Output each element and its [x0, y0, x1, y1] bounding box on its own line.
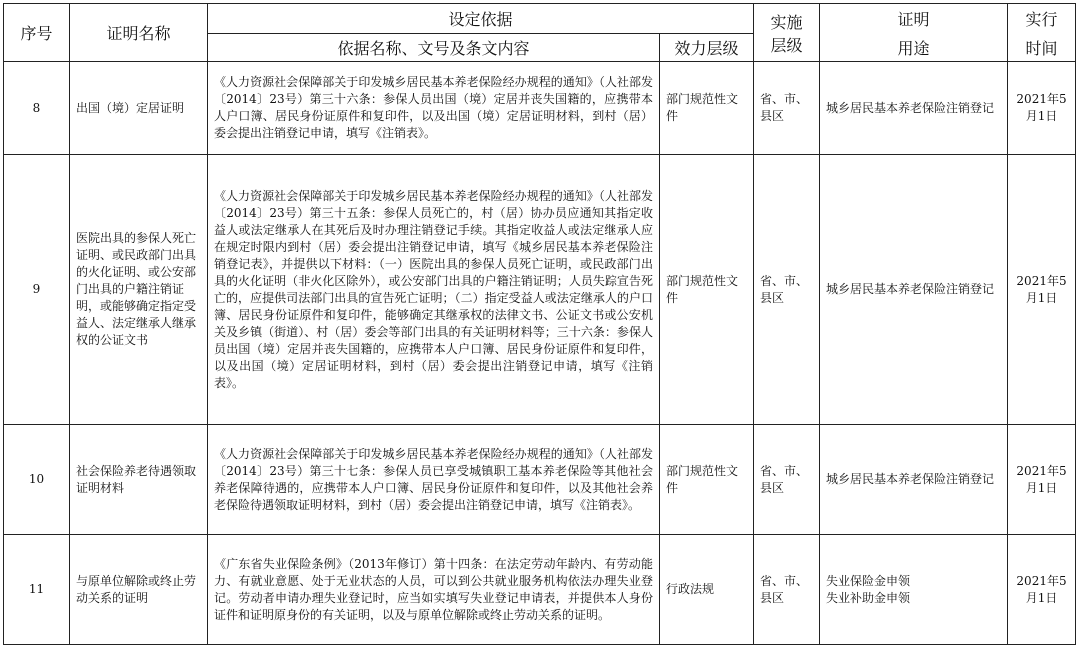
row-usage-item: 城乡居民基本养老保险注销登记: [826, 472, 995, 486]
table-row: [4, 535, 1076, 645]
row-basis: 《广东省失业保险条例》（2013年修订）第十四条：在法定劳动年龄内、有劳动能力、有就业意愿、处于无业状态的人员，可以到公共就业服务机构依法办理失业登记。劳动者申请办理失业登记时，应当如实填写失业登记申请表，并提供本人身份证件和证明原身份的有关证明，以及与原单位解除或终止劳动关系的证明。: [208, 535, 660, 645]
row-basis: 《人力资源社会保障部关于印发城乡居民基本养老保险经办规程的通知》（人社部发〔2014〕23号）第三十五条：参保人员死亡的，村（居）协办员应通知其指定收益人或法定继承人在其死后及时办理注销登记手续。其指定收益人或法定继承人应在规定时限内到村（居）委会提出注销登记申请，填写《城乡居民基本养老保险注销登记表》，并提供以下材料：（一）医院出具的参保人员死亡证明，或民政部门出具的火化证明（非火化区除外），或公安部门出具的户籍注销证明；人员失踪宣告死亡的，应提供司法部门出具的宣告死亡证明；（二）指定受益人或法定继承人的户口簿、居民身份证原件和复印件，能够确定其继承权的法律文书、公证文书或公安机关及乡镇（街道）、村（居）委会等部门出具的有关证明材料等；三十六条：参保人员出国（境）定居并丧失国籍的，应携带本人户口簿、居民身份证原件和复印件，以及出国（境）定居证明材料，到村（居）委会提出注销登记申请，填写《注销表》。: [208, 155, 660, 425]
header-impl-level-line2: 层级: [770, 35, 803, 55]
table-row: [4, 62, 1076, 155]
table-row: [4, 425, 1076, 535]
row-seq: 9: [4, 155, 70, 425]
header-impl-level-line1: 实施: [770, 12, 803, 32]
row-impl-level: 省、市、县区: [754, 62, 820, 155]
row-date: 2021年5月1日: [1008, 62, 1076, 155]
header-basis-content: 依据名称、文号及条文内容: [208, 34, 660, 62]
table-row: [4, 155, 1076, 425]
row-seq: 10: [4, 425, 70, 535]
row-certificate-name: 医院出具的参保人死亡证明、或民政部门出具的火化证明、或公安部门出具的户籍注销证明，或能够确定指定受益人、法定继承人继承权的公证文书: [70, 155, 208, 425]
header-time: [1008, 4, 1076, 62]
row-date: 2021年5月1日: [1008, 155, 1076, 425]
header-usage-line2: 用途: [897, 38, 930, 58]
header-basis-group: 设定依据: [208, 4, 754, 34]
row-effect-level: 部门规范性文件: [660, 425, 754, 535]
row-basis: 《人力资源社会保障部关于印发城乡居民基本养老保险经办规程的通知》（人社部发〔2014〕23号）第三十七条：参保人员已享受城镇职工基本养老保险等其他社会养老保障待遇的，应携带本人户口簿、居民身份证原件和复印件，以及其他社会养老保险待遇领取证明材料，到村（居）委会提出注销登记申请，填写《注销表》。: [208, 425, 660, 535]
row-usage-item: 失业补助金申领: [826, 590, 911, 605]
row-usage-item: 失业保险金申领: [826, 573, 911, 588]
row-effect-level: 部门规范性文件: [660, 62, 754, 155]
row-seq: 8: [4, 62, 70, 155]
row-seq: 11: [4, 535, 70, 645]
row-impl-level: 省、市、县区: [754, 425, 820, 535]
row-certificate-name: 出国（境）定居证明: [70, 62, 208, 155]
header-usage-line1: 证明: [897, 9, 930, 29]
row-basis: 《人力资源社会保障部关于印发城乡居民基本养老保险经办规程的通知》（人社部发〔2014〕23号）第三十六条：参保人员出国（境）定居并丧失国籍的，应携带本人户口簿、居民身份证原件和复印件，以及出国（境）定居证明材料，到村（居）委会提出注销登记申请，填写《注销表》。: [208, 62, 660, 155]
row-impl-level: 省、市、县区: [754, 155, 820, 425]
header-effect-level: 效力层级: [660, 34, 754, 62]
row-effect-level: 行政法规: [660, 535, 754, 645]
header-time-line1: 实行: [1025, 9, 1058, 29]
row-usage: [820, 535, 1008, 645]
header-name: 证明名称: [70, 4, 208, 62]
row-usage-item: 城乡居民基本养老保险注销登记: [826, 282, 995, 296]
row-usage: [820, 62, 1008, 155]
header-seq: 序号: [4, 4, 70, 62]
certificate-table: [3, 3, 1076, 645]
header-impl-level: [754, 4, 820, 62]
row-certificate-name: 社会保险养老待遇领取证明材料: [70, 425, 208, 535]
row-date: 2021年5月1日: [1008, 425, 1076, 535]
row-usage: [820, 425, 1008, 535]
row-usage: [820, 155, 1008, 425]
row-certificate-name: 与原单位解除或终止劳动关系的证明: [70, 535, 208, 645]
header-usage: [820, 4, 1008, 62]
row-impl-level: 省、市、县区: [754, 535, 820, 645]
row-effect-level: 部门规范性文件: [660, 155, 754, 425]
row-usage-item: 城乡居民基本养老保险注销登记: [826, 100, 995, 115]
header-time-line2: 时间: [1025, 38, 1058, 58]
row-date: 2021年5月1日: [1008, 535, 1076, 645]
